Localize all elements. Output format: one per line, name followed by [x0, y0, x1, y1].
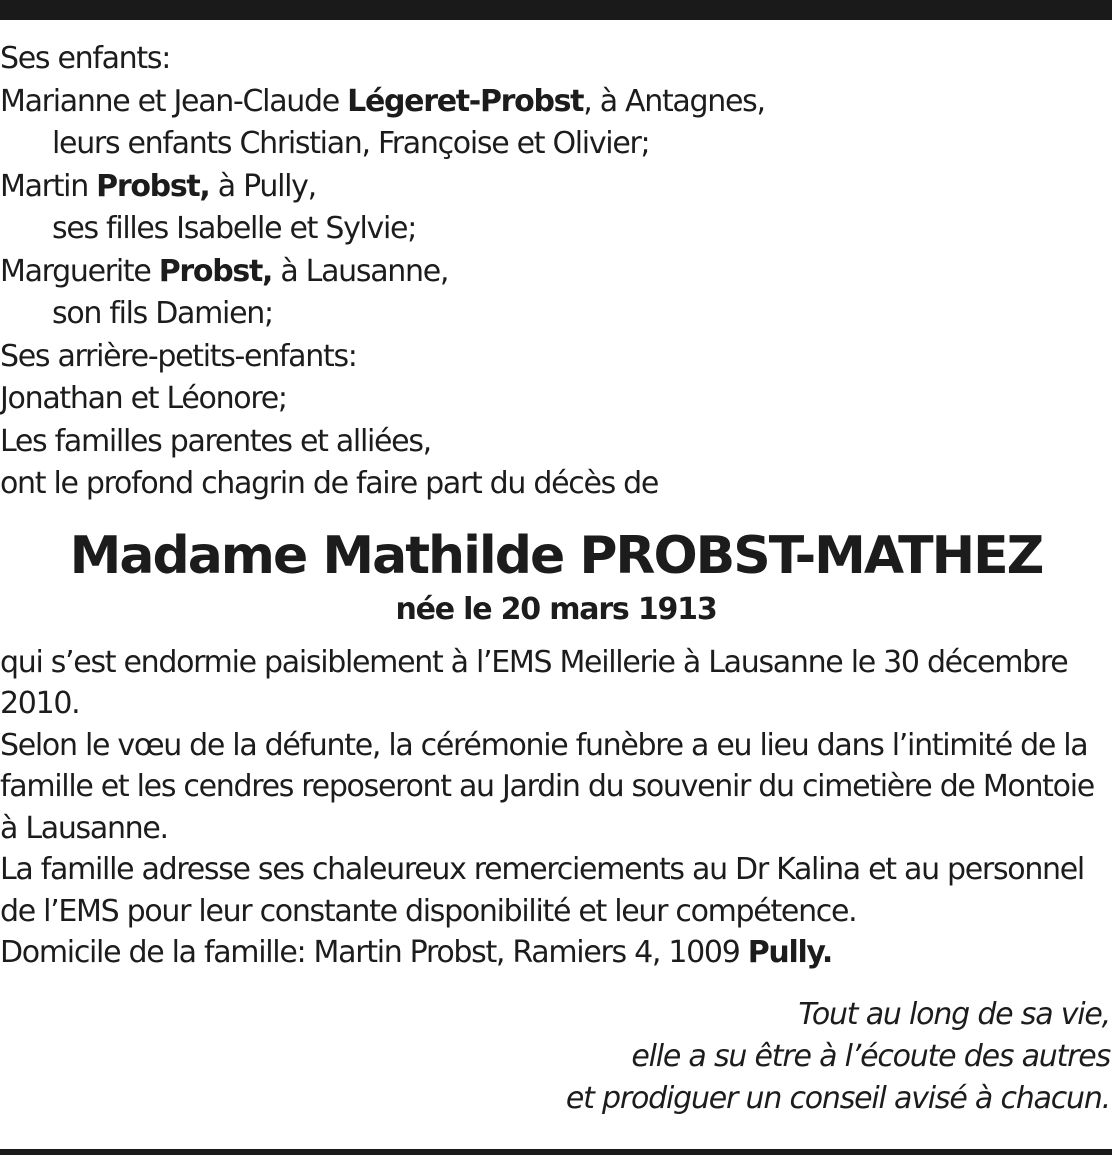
children-heading: Ses enfants: — [0, 41, 170, 76]
family-surname: Probst, — [158, 253, 273, 289]
bottom-rule — [0, 1149, 1112, 1155]
announcement-body — [0, 642, 1112, 974]
family-surname: Probst, — [96, 168, 210, 204]
verse-line-1: Tout au long de sa vie, — [798, 996, 1110, 1032]
top-rule — [0, 0, 1112, 20]
verse-line-3: et prodiguer un conseil avisé à chacun. — [565, 1080, 1110, 1116]
family-line-9: ont le profond chagrin de faire part du décès de — [0, 466, 659, 501]
great-grandchildren-heading: Ses arrière-petits-enfants: — [0, 338, 357, 374]
family-line-3: Martin Probst, à Pully, — [0, 168, 316, 204]
deceased-name: Madame Mathilde PROBST-MATHEZ — [69, 525, 1043, 586]
domicile-paragraph: Domicile de la famille: Martin Probst, Ramiers 4, 1009 Pully. — [0, 935, 833, 970]
family-line-7: Jonathan et Léonore; — [0, 381, 287, 416]
death-paragraph: qui s’est endormie paisiblement à l’EMS Meillerie à Lausanne le 30 décembre 2010. — [0, 644, 1068, 721]
family-line-1: Marianne et Jean-Claude Légeret-Probst, à Antagnes, — [0, 83, 765, 119]
verse-line-2: elle a su être à l’écoute des autres — [631, 1038, 1110, 1074]
family-line-6: son fils Damien; — [52, 296, 273, 331]
family-surname: Légeret-Probst — [347, 83, 584, 119]
obituary-notice — [0, 38, 1112, 1120]
family-list — [0, 38, 1112, 506]
family-line-4: ses filles Isabelle et Sylvie; — [52, 211, 417, 246]
thanks-paragraph: La famille adresse ses chaleureux remerciements au Dr Kalina et au personnel de l’EMS pour leur constante disponibilité et leur compétence. — [0, 852, 1084, 929]
birth-date: née le 20 mars 1913 — [395, 591, 717, 627]
family-line-8: Les familles parentes et alliées, — [0, 423, 431, 459]
closing-verse — [0, 994, 1112, 1120]
family-line-5: Marguerite Probst, à Lausanne, — [0, 253, 449, 289]
family-line-2: leurs enfants Christian, Françoise et Olivier; — [52, 126, 650, 161]
domicile-city: Pully. — [747, 935, 833, 970]
ceremony-paragraph: Selon le vœu de la défunte, la cérémonie funèbre a eu lieu dans l’intimité de la famille et les cendres reposeront au Jardin du souvenir du cimetière de Montoie à Lausanne. — [0, 727, 1094, 846]
